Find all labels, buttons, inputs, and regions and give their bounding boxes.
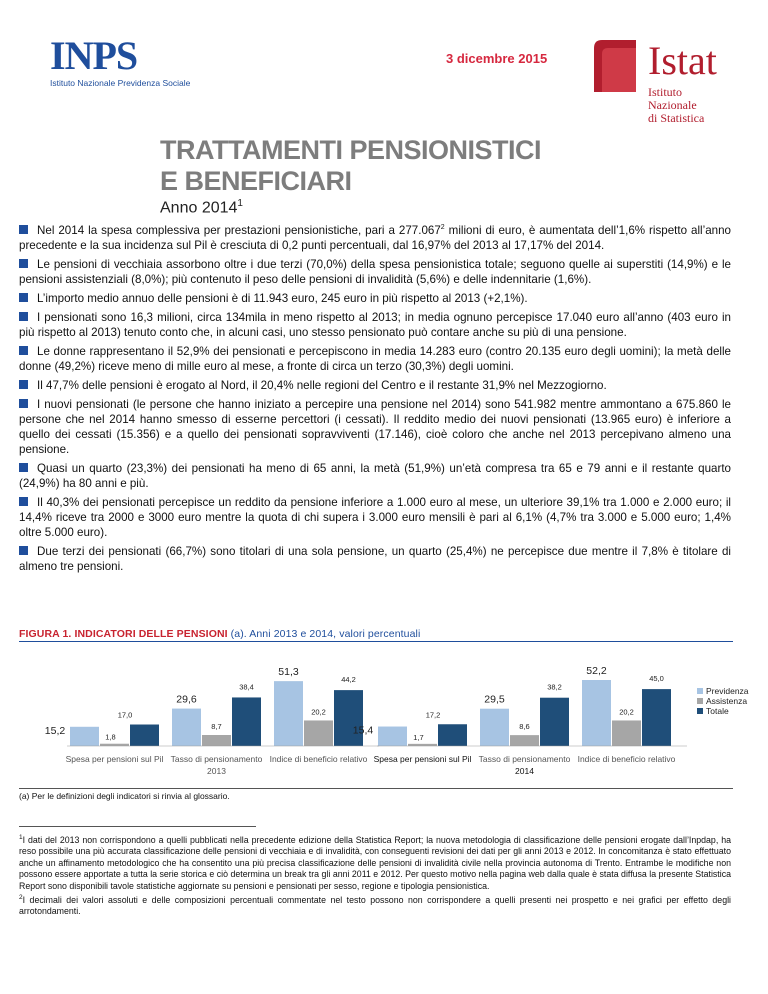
- data-label: 8,7: [211, 722, 222, 731]
- figure-bottom-rule: [19, 788, 733, 789]
- bar-totale: [642, 689, 671, 746]
- square-bullet-icon: [19, 380, 28, 389]
- inps-logo-subtitle: Istituto Nazionale Previdenza Sociale: [50, 78, 191, 88]
- bar-assistenza: [612, 720, 641, 746]
- figure-title-rule: [19, 641, 733, 642]
- data-label: 52,2: [586, 665, 607, 677]
- square-bullet-icon: [19, 259, 28, 268]
- category-label: Tasso di pensionamento: [478, 754, 571, 764]
- data-label: 8,6: [519, 722, 530, 732]
- bullet-item: Le donne rappresentano il 52,9% dei pensionati e percepiscono in media 14.283 euro (contro 20.135 euro degli uomini); la metà delle donne (49,2%) riceve meno di mille euro al mese, a fronte di circa un terzo (30,3%) degli uomini.: [19, 344, 731, 373]
- square-bullet-icon: [19, 312, 28, 321]
- bullet-item: Quasi un quarto (23,3%) dei pensionati ha meno di 65 anni, la metà (51,9%) un’età compresa tra 65 e 79 anni e il restante quarto (24,9%) ha 80 anni e più.: [19, 461, 731, 490]
- istat-wordmark: Istat: [648, 38, 717, 83]
- year-label: 2014: [515, 766, 534, 776]
- legend-swatch: [697, 688, 703, 694]
- data-label: 29,5: [484, 693, 505, 706]
- category-label: Spesa per pensioni sul Pil: [373, 754, 472, 764]
- figure-title: FIGURA 1. INDICATORI DELLE PENSIONI (a). Anni 2013 e 2014, valori percentuali: [19, 628, 421, 640]
- bullet-item: I nuovi pensionati (le persone che hanno iniziato a percepire una pensione nel 2014) sono 541.982 mentre ammontano a 675.860 le persone che nel 2014 hanno smesso di esserne percettori (i cessati). Il reddito medio dei nuovi pensionati (13.965 euro) è inferiore a quello dei cessati (15.356) e a quello dei pensionati sopravviventi (17.146), cioè coloro che anche nel 2013 percepivano almeno una pensione.: [19, 397, 731, 456]
- legend-label: Assistenza: [706, 696, 748, 706]
- data-label: 20,2: [619, 707, 634, 717]
- data-label: 20,2: [311, 707, 326, 717]
- square-bullet-icon: [19, 497, 28, 506]
- bullet-item: I pensionati sono 16,3 milioni, circa 134mila in meno rispetto al 2013; in media ognuno percepisce 17.040 euro all’anno (403 euro in più rispetto al 2013) tenuto conto che, in alcuni casi, uno stesso pensionato può contare anche su più di una pensione.: [19, 310, 731, 339]
- data-label: 38,4: [239, 682, 254, 692]
- bullet-item: L’importo medio annuo delle pensioni è di 11.943 euro, 245 euro in più rispetto al 2013 (+2,1%).: [19, 291, 731, 306]
- bar-totale: [130, 725, 159, 746]
- bullet-item: Il 47,7% delle pensioni è erogato al Nord, il 20,4% nelle regioni del Centro e il restante 31,9% nel Mezzogiorno.: [19, 378, 731, 393]
- bar-totale: [232, 697, 261, 746]
- legend-swatch: [697, 698, 703, 704]
- bar-totale: [438, 724, 467, 746]
- data-label: 17,0: [117, 710, 133, 720]
- category-label: Indice di beneficio relativo: [577, 754, 676, 764]
- square-bullet-icon: [19, 346, 28, 355]
- bullet-item: Nel 2014 la spesa complessiva per prestazioni pensionistiche, pari a 277.067$^2$ milioni di euro, è aumentata dell’1,6% rispetto all’anno precedente e la sua incidenza sul Pil è cresciuta di 0,2 punti percentuali, dal 16,97% del 2013 al 17,17% del 2014.: [19, 223, 731, 252]
- legend-swatch: [697, 708, 703, 714]
- bar-previdenza: [582, 680, 611, 746]
- data-label: 44,2: [341, 675, 356, 685]
- bar-assistenza: [100, 744, 129, 746]
- bar-previdenza: [172, 709, 201, 746]
- square-bullet-icon: [19, 463, 28, 472]
- data-label: 1,8: [105, 732, 116, 742]
- bar-previdenza: [378, 727, 407, 746]
- highlights-list: [19, 220, 731, 578]
- data-label: 17,2: [425, 710, 441, 720]
- category-label: Tasso di pensionamento: [170, 754, 263, 764]
- category-label: Indice di beneficio relativo: [269, 754, 368, 764]
- square-bullet-icon: [19, 225, 28, 234]
- page-title: TRATTAMENTI PENSIONISTICI E BENEFICIARI: [160, 135, 541, 196]
- data-label: 1,7: [413, 732, 424, 742]
- istat-mark-icon: [588, 38, 642, 94]
- data-label: 15,4: [352, 724, 374, 737]
- page-subtitle: Anno 2014$^1$: [160, 198, 243, 217]
- footnotes: [19, 832, 731, 918]
- istat-logo: [588, 38, 728, 125]
- bullet-item: Due terzi dei pensionati (66,7%) sono titolari di una sola pensione, un quarto (25,4%) ne percepisce due mentre il 7,8% è titolare di almeno tre pensioni.: [19, 544, 731, 573]
- square-bullet-icon: [19, 293, 28, 302]
- data-label: 15,2: [44, 724, 66, 737]
- figure-note: (a) Per le definizioni degli indicatori si rinvia al glossario.: [19, 791, 230, 801]
- bar-assistenza: [408, 744, 437, 746]
- release-date: 3 dicembre 2015: [446, 51, 548, 66]
- bar-totale: [334, 690, 363, 746]
- bar-previdenza: [70, 727, 99, 746]
- istat-subtitle: Istituto Nazionale di Statistica: [648, 85, 705, 125]
- bar-assistenza: [304, 720, 333, 746]
- footnote-separator: [19, 826, 256, 827]
- data-label: 38,2: [547, 682, 562, 692]
- bar-assistenza: [510, 735, 539, 746]
- year-label: 2013: [207, 766, 226, 776]
- square-bullet-icon: [19, 399, 28, 408]
- data-label: 29,6: [176, 693, 197, 706]
- inps-logo-wordmark: INPS: [50, 33, 138, 78]
- footnote: $^1$I dati del 2013 non corrispondono a quelli pubblicati nella precedente edizione della Statistica Report; la nuova metodologia di classificazione delle pensioni erogate dall’Inpdap, ha reso possibile una più accurata classificazione delle pensioni di vecchiaia e di invalidità, con conseguenti revisioni dei dati per gli anni 2013 e 2012. In concomitanza è stato effettuato anche un affinamento metodologico che ha consentito una più precisa classificazione delle pensioni di invalidità civile nella provincia autonoma di Trento. Entrambe le modifiche non possono essere apportate a tutta la serie storica e ciò determina un break tra gli anni 2011 e 2012. Per questo motivo nella pagina web dalla quale è stata diffusa la presente Statistica Report sono disponibili tavole statistiche aggiornate su pensioni e pensionati per sesso, regione e tipologia pensionistica.: [19, 834, 731, 891]
- bar-assistenza: [202, 735, 231, 746]
- square-bullet-icon: [19, 546, 28, 555]
- category-label: Spesa per pensioni sul Pil: [65, 754, 164, 764]
- footnote: $^2$I decimali dei valori assoluti e delle composizioni percentuali commentate nel testo possono non corrispondere a quelli presenti nei prospetto e nei grafici per effetto degli arrotondamenti.: [19, 893, 731, 917]
- bullet-item: Il 40,3% dei pensionati percepisce un reddito da pensione inferiore a 1.000 euro al mese, un ulteriore 39,1% tra 1.000 e 2.000 euro; il 14,4% riceve tra 2000 e 3000 euro mentre la quota di chi supera i 3.000 euro mensili è pari al 6,1% (4,7% tra 3.000 e 5.000 euro; 1,4% oltre 5.000 euro).: [19, 495, 731, 539]
- data-label: 45,0: [649, 674, 664, 684]
- bar-totale: [540, 698, 569, 746]
- bar-previdenza: [480, 709, 509, 746]
- bar-previdenza: [274, 681, 303, 746]
- legend-label: Totale: [706, 706, 729, 716]
- bullet-item: Le pensioni di vecchiaia assorbono oltre i due terzi (70,0%) della spesa pensionistica totale; seguono quelle ai superstiti (14,9%) e le pensioni assistenziali (8,0%); più contenuto il peso delle pensioni di invalidità (5,6%) e delle indennitarie (1,6%).: [19, 257, 731, 286]
- data-label: 51,3: [278, 666, 299, 679]
- legend-label: Previdenza: [706, 686, 749, 696]
- pension-indicators-chart: [19, 644, 749, 789]
- inps-logo: [50, 33, 191, 92]
